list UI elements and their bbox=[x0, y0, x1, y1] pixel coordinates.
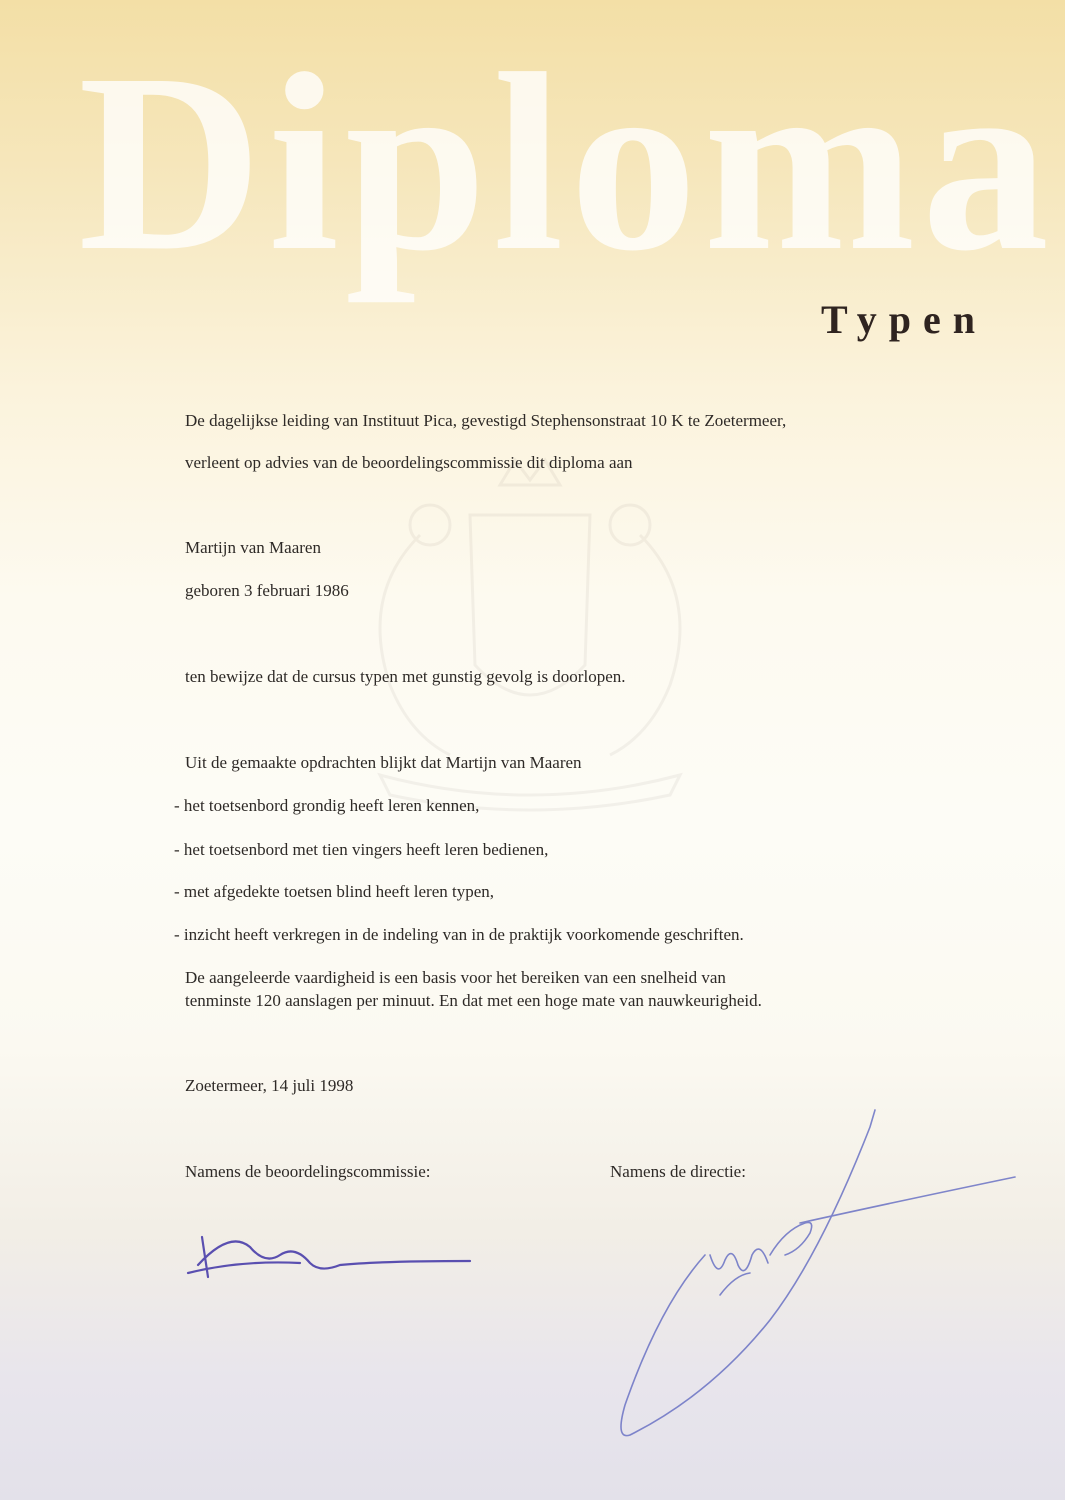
skill-item: - het toetsenbord met tien vingers heeft leren bedienen, bbox=[174, 840, 549, 859]
skill-item: - het toetsenbord grondig heeft leren kennen, bbox=[174, 796, 480, 815]
directie-label: Namens de directie: bbox=[610, 1162, 746, 1181]
recipient-birth: geboren 3 februari 1986 bbox=[185, 581, 349, 600]
skill-item: - met afgedekte toetsen blind heeft leren typen, bbox=[174, 882, 495, 901]
skill-item: - inzicht heeft verkregen in de indeling van in de praktijk voorkomende geschriften. bbox=[174, 925, 744, 944]
completion-statement: ten bewijze dat de cursus typen met gunstig gevolg is doorlopen. bbox=[185, 667, 626, 686]
place-date: Zoetermeer, 14 juli 1998 bbox=[185, 1076, 354, 1095]
summary-line-1: De aangeleerde vaardigheid is een basis voor het bereiken van een snelheid van bbox=[185, 968, 726, 987]
recipient-name: Martijn van Maaren bbox=[185, 538, 321, 557]
committee-label: Namens de beoordelingscommissie: bbox=[185, 1162, 431, 1181]
committee-signature bbox=[180, 1225, 480, 1285]
intro-line-2: verleent op advies van de beoordelingscommissie dit diploma aan bbox=[185, 453, 633, 472]
diploma-watermark-title: Diploma bbox=[78, 22, 1056, 304]
summary-line-2: tenminste 120 aanslagen per minuut. En dat met een hoge mate van nauwkeurigheid. bbox=[185, 991, 762, 1010]
directie-signature bbox=[600, 1105, 1025, 1445]
skills-intro: Uit de gemaakte opdrachten blijkt dat Martijn van Maaren bbox=[185, 753, 582, 772]
diploma-subject: Typen bbox=[821, 297, 987, 342]
intro-line-1: De dagelijkse leiding van Instituut Pica, gevestigd Stephensonstraat 10 K te Zoetermeer, bbox=[185, 411, 787, 430]
